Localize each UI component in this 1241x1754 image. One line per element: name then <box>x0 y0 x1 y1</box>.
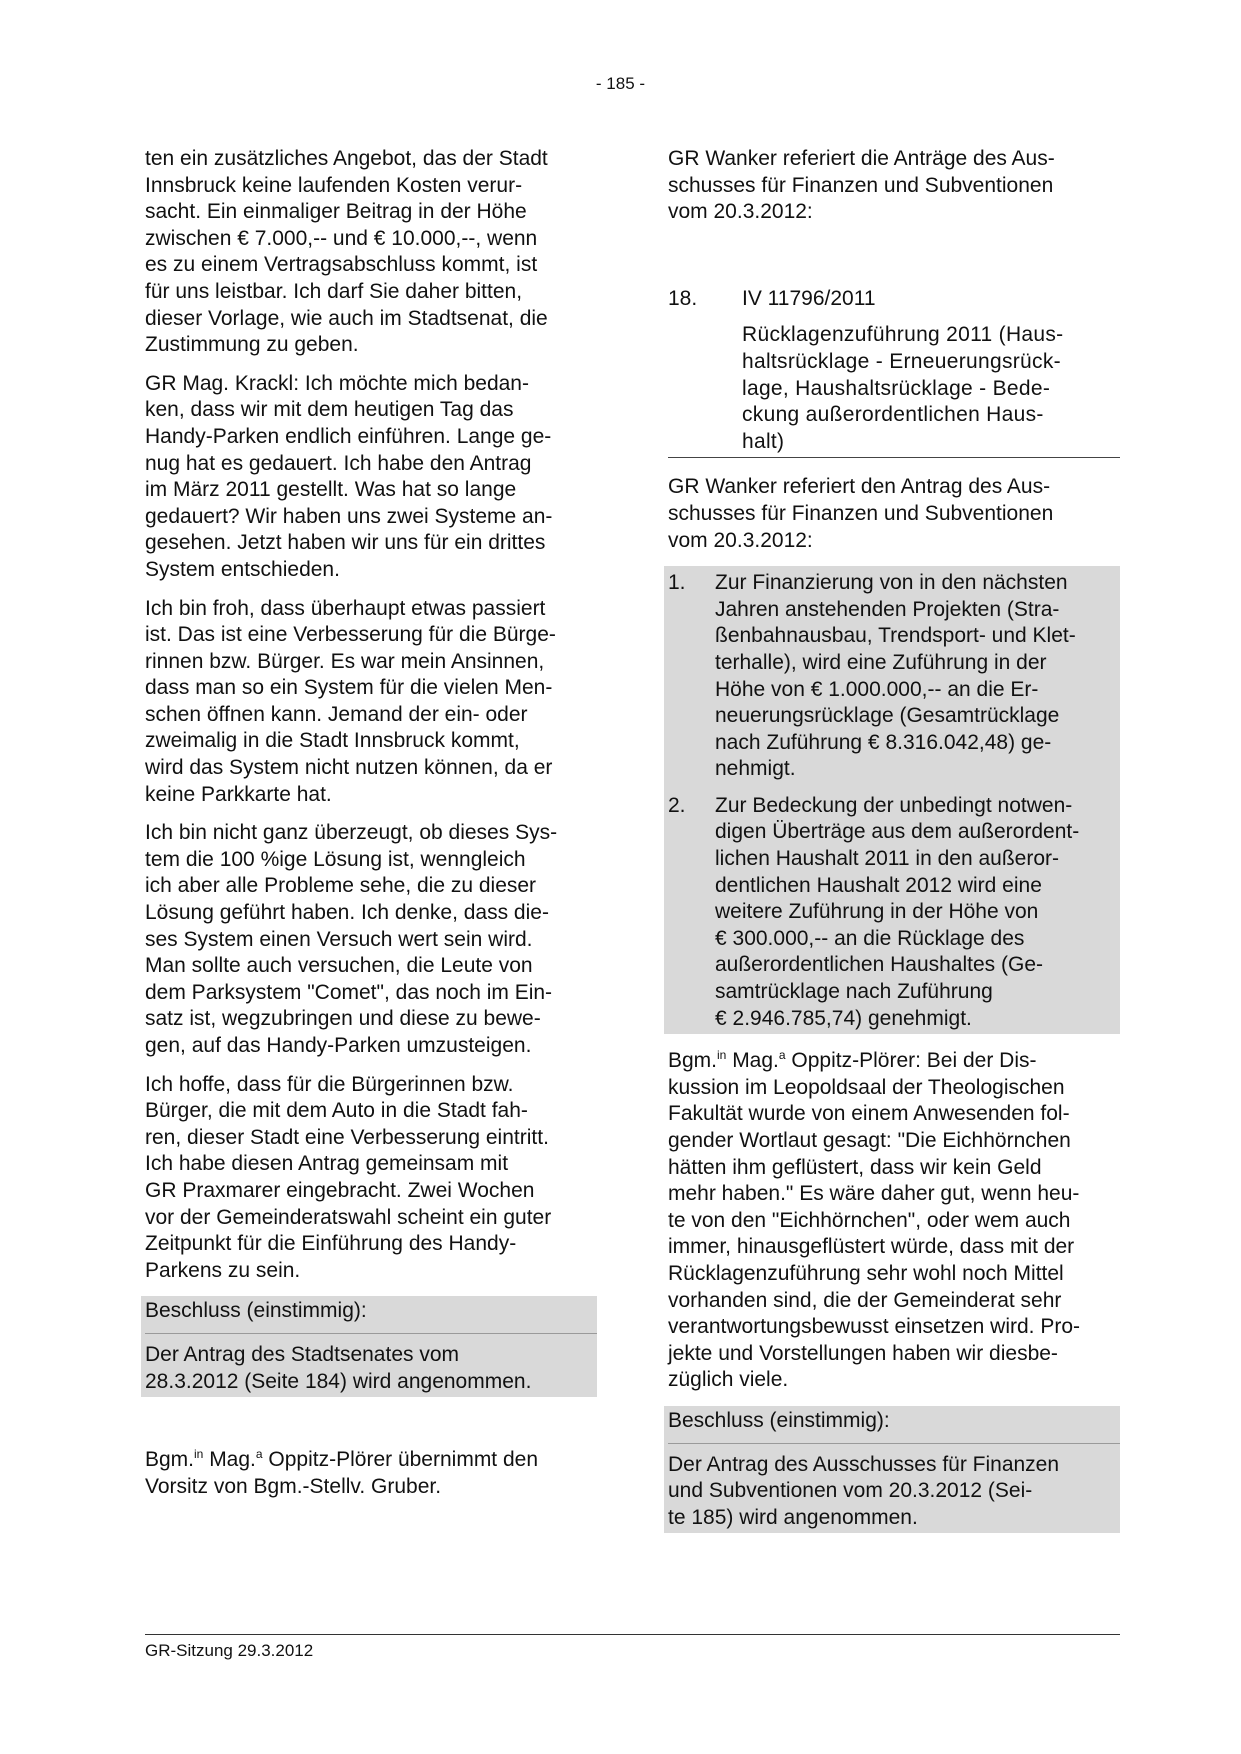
text-line: es zu einem Vertragsabschluss kommt, ist <box>145 253 538 277</box>
text-fragment: Oppitz-Plörer übernimmt den <box>262 1448 539 1472</box>
text-fragment: Oppitz-Plörer: Bei der Dis- <box>785 1049 1037 1073</box>
text-line: gen, auf das Handy-Parken umzusteigen. <box>145 1034 532 1057</box>
text-line: verantwortungsbewusst einsetzen wird. Pro- <box>668 1315 1081 1339</box>
resolution-text: Der Antrag des Ausschusses für Finanzen <box>668 1452 1060 1476</box>
text-line: te von den "Eichhörnchen", oder wem auch <box>668 1208 1071 1232</box>
paragraph <box>145 371 597 584</box>
text-line: GR Mag. Krackl: Ich möchte mich bedan- <box>145 371 529 395</box>
text-line: kussion im Leopoldsaal der Theologischen <box>668 1075 1065 1099</box>
text-line: haltsrücklage - Erneuerungsrück- <box>742 349 1061 373</box>
resolution-text: und Subventionen vom 20.3.2012 (Sei- <box>668 1479 1033 1503</box>
text-line: lichen Haushalt 2011 in den außeror- <box>715 847 1059 871</box>
text-line: GR Praxmarer eingebracht. Zwei Wochen <box>145 1178 535 1202</box>
text-line: Lösung geführt haben. Ich denke, dass die- <box>145 901 549 925</box>
text-line: nug hat es gedauert. Ich habe den Antrag <box>145 451 532 475</box>
text-line: GR Wanker referiert den Antrag des Aus- <box>668 475 1051 499</box>
text-line: nehmigt. <box>715 757 796 781</box>
motion-list <box>664 566 1120 1034</box>
left-column <box>145 146 597 1512</box>
text-line: Ich bin nicht ganz überzeugt, ob dieses Sys- <box>145 821 558 845</box>
resolution-box <box>141 1296 597 1397</box>
text-line: nach Zuführung € 8.316.042,48) ge- <box>715 730 1052 754</box>
text-line: gender Wortlaut gesagt: "Die Eichhörnchen <box>668 1129 1071 1152</box>
text-line: Fakultät wurde von einem Anwesenden fol- <box>668 1102 1070 1126</box>
text-line: ßenbahnausbau, Trendsport- und Klet- <box>715 624 1076 648</box>
text-line: ses System einen Versuch wert sein wird. <box>145 927 533 951</box>
resolution-text: te 185) wird angenommen. <box>668 1505 918 1529</box>
agenda-heading <box>668 286 1120 313</box>
text-line: dieser Vorlage, wie auch im Stadtsenat, die <box>145 306 548 330</box>
text-line: Rücklagenzuführung sehr wohl noch Mittel <box>668 1261 1064 1285</box>
text-line: für uns leistbar. Ich darf Sie daher bitten, <box>145 279 523 303</box>
text-line: dentlichen Haushalt 2012 wird eine <box>715 873 1042 897</box>
text-line: gesehen. Jetzt haben wir uns für ein drittes <box>145 531 546 555</box>
text-line: züglich viele. <box>668 1368 789 1392</box>
superscript: a <box>778 1048 786 1063</box>
text-line: Parkens zu sein. <box>145 1258 301 1282</box>
text-line: Jahren anstehenden Projekten (Stra- <box>715 597 1060 621</box>
text-line: mehr haben." Es wäre daher gut, wenn heu- <box>668 1182 1080 1206</box>
text-line: vor der Gemeinderatswahl scheint ein guter <box>145 1205 552 1229</box>
resolution-box <box>664 1406 1120 1533</box>
text-line: ist. Das ist eine Verbesserung für die Bürge- <box>145 623 556 647</box>
text-line: zweimalig in die Stadt Innsbruck kommt, <box>145 729 520 753</box>
text-line: halt) <box>742 429 785 453</box>
text-line: außerordentlichen Haushaltes (Ge- <box>715 953 1044 977</box>
text-line: schusses für Finanzen und Subventionen <box>668 501 1054 525</box>
list-number: 1. <box>668 571 686 595</box>
text-line: ken, dass wir mit dem heutigen Tag das <box>145 398 514 422</box>
title-abbrev: Mag. <box>203 1448 256 1472</box>
resolution-title: Beschluss (einstimmig): <box>668 1408 1120 1444</box>
resolution-text: Der Antrag des Stadtsenates vom <box>145 1342 460 1366</box>
page-number: - 185 - <box>595 74 646 93</box>
list-item <box>668 570 1120 783</box>
text-line: wird das System nicht nutzen können, da er <box>145 756 553 780</box>
title-abbrev: Mag. <box>726 1049 779 1073</box>
paragraph <box>668 474 1120 554</box>
text-line: rinnen bzw. Bürger. Es war mein Ansinnen, <box>145 649 545 673</box>
text-line: € 2.946.785,74) genehmigt. <box>715 1006 972 1030</box>
text-line: ren, dieser Stadt eine Verbesserung eintritt. <box>145 1125 549 1149</box>
text-line: sacht. Ein einmaliger Beitrag in der Höhe <box>145 200 527 224</box>
text-line: Höhe von € 1.000.000,-- an die Er- <box>715 677 1039 701</box>
paragraph <box>145 146 597 359</box>
paragraph <box>668 146 1120 226</box>
text-line: Zur Finanzierung von in den nächsten <box>715 571 1068 595</box>
text-line: Handy-Parken endlich einführen. Lange ge- <box>145 424 552 448</box>
right-column <box>668 146 1120 1533</box>
text-line: Zeitpunkt für die Einführung des Handy- <box>145 1232 517 1256</box>
text-line: samtrücklage nach Zuführung <box>715 980 993 1004</box>
text-line: hätten ihm geflüstert, dass wir kein Geld <box>668 1155 1042 1179</box>
list-number: 2. <box>668 793 686 817</box>
text-line: ich aber alle Probleme sehe, die zu dieser <box>145 874 537 898</box>
text-line: immer, hinausgeflüstert würde, dass mit der <box>668 1235 1075 1259</box>
paragraph <box>668 1048 1120 1394</box>
text-line: gedauert? Wir haben uns zwei Systeme an- <box>145 504 553 528</box>
text-line: System entschieden. <box>145 557 340 581</box>
superscript: in <box>194 1447 204 1462</box>
text-line: neuerungsrücklage (Gesamtrücklage <box>715 704 1060 728</box>
text-line: Zur Bedeckung der unbedingt notwen- <box>715 793 1073 817</box>
text-line: vorhanden sind, die der Gemeinderat sehr <box>668 1288 1062 1312</box>
text-line: jekte und Vorstellungen haben wir diesbe- <box>668 1341 1058 1365</box>
text-line: Innsbruck keine laufenden Kosten verur- <box>145 173 523 197</box>
list-item <box>668 793 1120 1032</box>
chair-handover-note <box>145 1447 597 1500</box>
agenda-title <box>742 322 1120 455</box>
text-line: zwischen € 7.000,-- und € 10.000,--, wenn <box>145 226 538 250</box>
text-line: Ich hoffe, dass für die Bürgerinnen bzw. <box>145 1072 514 1096</box>
text-line: im März 2011 gestellt. Was hat so lange <box>145 478 517 502</box>
superscript: in <box>717 1048 727 1063</box>
text-line: dass man so ein System für die vielen Men- <box>145 676 553 700</box>
text-line: digen Überträge aus dem außerordent- <box>715 820 1080 844</box>
resolution-title: Beschluss (einstimmig): <box>145 1298 597 1334</box>
text-line: vom 20.3.2012: <box>668 528 813 552</box>
text-line: Vorsitz von Bgm.-Stellv. Gruber. <box>145 1474 442 1498</box>
text-line: Bürger, die mit dem Auto in die Stadt fah- <box>145 1099 528 1123</box>
text-line <box>145 1447 597 1474</box>
text-line: Man sollte auch versuchen, die Leute von <box>145 954 533 978</box>
text-line: ckung außerordentlichen Haus- <box>742 403 1044 427</box>
text-line: dem Parksystem "Comet", das noch im Ein- <box>145 980 553 1004</box>
text-line: terhalle), wird eine Zuführung in der <box>715 650 1047 674</box>
agenda-reference: IV 11796/2011 <box>742 286 876 310</box>
text-line: satz ist, wegzubringen und diese zu bewe- <box>145 1007 541 1031</box>
text-line: GR Wanker referiert die Anträge des Aus- <box>668 147 1055 170</box>
agenda-number: 18. <box>668 286 698 310</box>
text-line: vom 20.3.2012: <box>668 200 813 224</box>
text-line: Zustimmung zu geben. <box>145 333 359 357</box>
title-abbrev: Bgm. <box>145 1448 195 1472</box>
text-line: Ich bin froh, dass überhaupt etwas passiert <box>145 596 546 620</box>
text-line: schusses für Finanzen und Subventionen <box>668 173 1054 197</box>
text-line: keine Parkkarte hat. <box>145 782 332 806</box>
text-line: Ich habe diesen Antrag gemeinsam mit <box>145 1152 509 1176</box>
resolution-text: 28.3.2012 (Seite 184) wird angenommen. <box>145 1369 532 1393</box>
paragraph <box>145 596 597 809</box>
page-footer: GR-Sitzung 29.3.2012 <box>145 1634 1120 1661</box>
text-line: weitere Zuführung in der Höhe von <box>715 900 1039 924</box>
text-line <box>668 1048 1120 1075</box>
text-line: ten ein zusätzliches Angebot, das der Stadt <box>145 147 548 170</box>
text-line: tem die 100 %ige Lösung ist, wenngleich <box>145 847 526 871</box>
superscript: a <box>255 1447 263 1462</box>
text-line: Rücklagenzuführung 2011 (Haus- <box>742 323 1064 347</box>
text-line: lage, Haushaltsrücklage - Bede- <box>742 376 1051 400</box>
text-line: schen öffnen kann. Jemand der ein- oder <box>145 702 528 726</box>
agenda-item <box>668 286 1120 459</box>
title-abbrev: Bgm. <box>668 1049 718 1073</box>
paragraph <box>145 820 597 1059</box>
paragraph <box>145 1072 597 1285</box>
text-line: € 300.000,-- an die Rücklage des <box>715 926 1025 950</box>
